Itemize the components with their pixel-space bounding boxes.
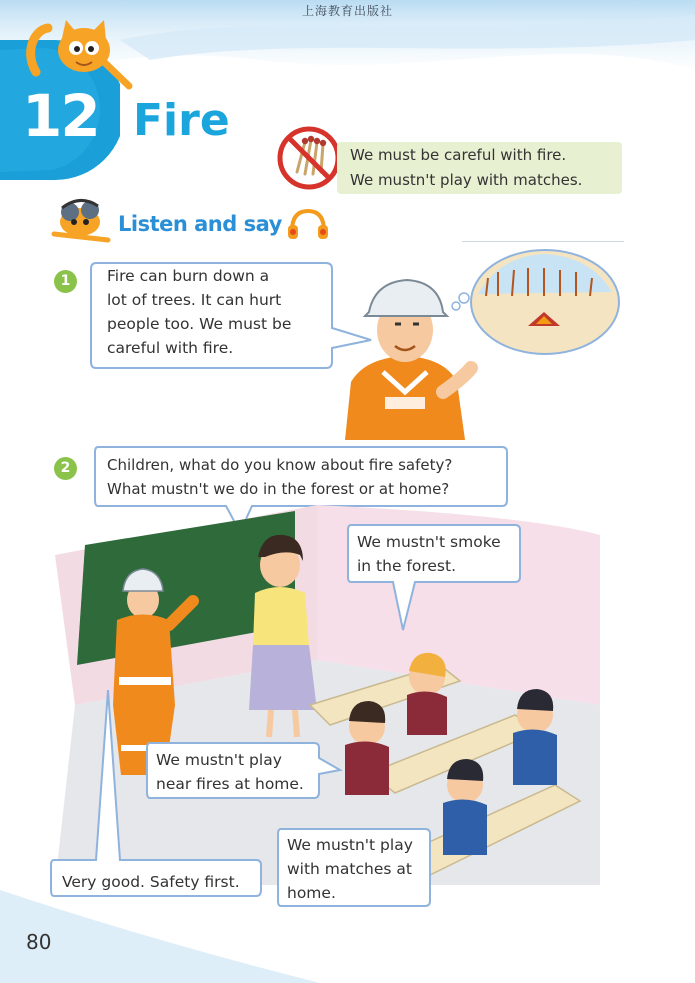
cat-mascot-icon — [14, 12, 134, 92]
bubble-smoke-text: We mustn't smoke in the forest. — [357, 533, 501, 575]
item-number-badge: 1 — [54, 270, 77, 293]
headphones-icon — [282, 207, 332, 241]
cat-headphones-mascot-icon — [48, 194, 120, 244]
rule-careful-with-fire: We must be careful with fire. — [350, 146, 567, 164]
no-matches-sign-icon — [275, 124, 343, 192]
footer-swoosh — [0, 880, 695, 983]
rule-no-matches: We mustn't play with matches. — [350, 171, 583, 189]
bubble-2-text: Children, what do you know about fire safety? What mustn't we do in the forest or at home? — [107, 456, 453, 498]
bubble-home-text: We mustn't play near fires at home. — [156, 751, 304, 793]
bubble-1-text: Fire can burn down a lot of trees. It can hurt people too. We must be careful with fire. — [107, 267, 292, 357]
publisher-label: 上海教育出版社 — [301, 4, 393, 18]
page-number: 80 — [26, 930, 52, 954]
unit-title: Fire — [133, 95, 230, 146]
bubble-safety-text: Very good. Safety first. — [62, 873, 240, 891]
unit-number: 12 — [22, 82, 99, 150]
section-title: Listen and say — [118, 212, 282, 236]
item-number-badge: 2 — [54, 457, 77, 480]
forest-fire-thought-bubble — [440, 242, 625, 362]
bubble-matches-text: We mustn't play with matches at home. — [287, 836, 413, 902]
